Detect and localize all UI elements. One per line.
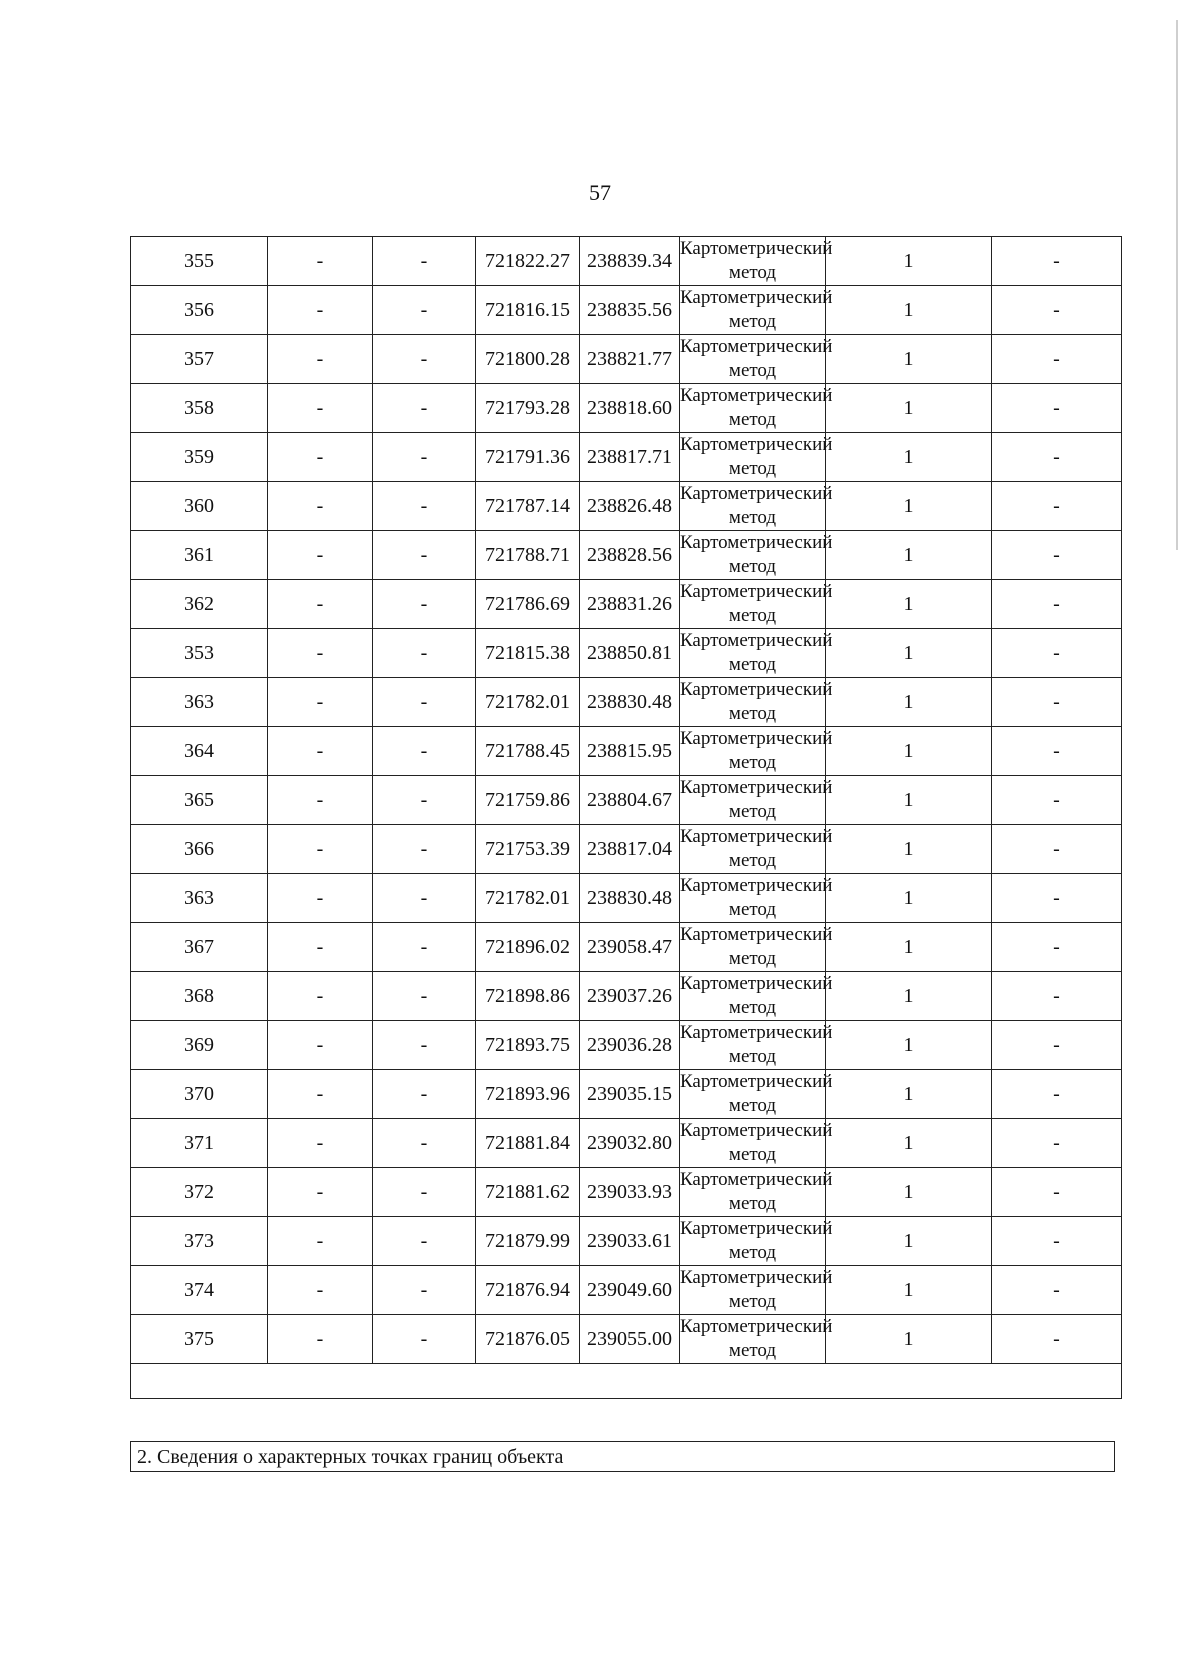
y-coordinate-cell: 238831.26 [580,580,680,629]
scan-edge-line [1176,20,1178,550]
point-number-cell: 374 [131,1266,268,1315]
method-cell: Картометрический метод [680,1266,826,1315]
dash-cell: - [268,1021,373,1070]
precision-cell: 1 [826,335,992,384]
dash-cell: - [992,335,1122,384]
point-number-cell: 371 [131,1119,268,1168]
dash-cell: - [268,923,373,972]
dash-cell: - [992,727,1122,776]
precision-cell: 1 [826,678,992,727]
point-number-cell: 360 [131,482,268,531]
table-row [131,335,1122,384]
dash-cell: - [373,1119,476,1168]
x-coordinate-cell: 721800.28 [476,335,580,384]
x-coordinate-cell: 721893.96 [476,1070,580,1119]
x-coordinate-cell: 721876.94 [476,1266,580,1315]
table-row [131,972,1122,1021]
precision-cell: 1 [826,1119,992,1168]
y-coordinate-cell: 238828.56 [580,531,680,580]
precision-cell: 1 [826,531,992,580]
dash-cell: - [373,531,476,580]
dash-cell: - [268,825,373,874]
dash-cell: - [992,1168,1122,1217]
method-cell: Картометрический метод [680,1168,826,1217]
dash-cell: - [992,972,1122,1021]
dash-cell: - [268,286,373,335]
x-coordinate-cell: 721786.69 [476,580,580,629]
dash-cell: - [268,482,373,531]
point-number-cell: 358 [131,384,268,433]
method-cell: Картометрический метод [680,237,826,286]
dash-cell: - [268,1070,373,1119]
precision-cell: 1 [826,237,992,286]
precision-cell: 1 [826,874,992,923]
section-heading: 2. Сведения о характерных точках границ объекта [130,1441,1115,1472]
table-row [131,1217,1122,1266]
dash-cell: - [373,1315,476,1364]
precision-cell: 1 [826,1021,992,1070]
x-coordinate-cell: 721815.38 [476,629,580,678]
x-coordinate-cell: 721782.01 [476,678,580,727]
precision-cell: 1 [826,1070,992,1119]
table-row [131,1070,1122,1119]
dash-cell: - [992,1021,1122,1070]
table-row [131,1315,1122,1364]
method-cell: Картометрический метод [680,286,826,335]
table-row [131,482,1122,531]
dash-cell: - [992,629,1122,678]
table-row [131,776,1122,825]
dash-cell: - [992,531,1122,580]
precision-cell: 1 [826,1315,992,1364]
y-coordinate-cell: 238818.60 [580,384,680,433]
dash-cell: - [268,678,373,727]
y-coordinate-cell: 239037.26 [580,972,680,1021]
x-coordinate-cell: 721881.62 [476,1168,580,1217]
dash-cell: - [373,237,476,286]
dash-cell: - [268,433,373,482]
dash-cell: - [992,678,1122,727]
point-number-cell: 369 [131,1021,268,1070]
dash-cell: - [992,384,1122,433]
method-cell: Картометрический метод [680,825,826,874]
dash-cell: - [373,580,476,629]
table-row [131,286,1122,335]
y-coordinate-cell: 239058.47 [580,923,680,972]
empty-cell [131,1364,1122,1399]
dash-cell: - [268,1217,373,1266]
table-row [131,1168,1122,1217]
dash-cell: - [992,237,1122,286]
dash-cell: - [373,1021,476,1070]
dash-cell: - [268,531,373,580]
precision-cell: 1 [826,776,992,825]
table-row [131,727,1122,776]
x-coordinate-cell: 721822.27 [476,237,580,286]
precision-cell: 1 [826,1266,992,1315]
y-coordinate-cell: 239055.00 [580,1315,680,1364]
dash-cell: - [268,1168,373,1217]
x-coordinate-cell: 721788.45 [476,727,580,776]
dash-cell: - [268,237,373,286]
table-row [131,580,1122,629]
x-coordinate-cell: 721876.05 [476,1315,580,1364]
dash-cell: - [268,629,373,678]
table-row [131,874,1122,923]
dash-cell: - [992,433,1122,482]
table-row [131,1021,1122,1070]
dash-cell: - [268,335,373,384]
method-cell: Картометрический метод [680,1315,826,1364]
point-number-cell: 368 [131,972,268,1021]
dash-cell: - [992,1119,1122,1168]
y-coordinate-cell: 238835.56 [580,286,680,335]
dash-cell: - [992,1070,1122,1119]
table-row [131,1266,1122,1315]
point-number-cell: 364 [131,727,268,776]
precision-cell: 1 [826,923,992,972]
coordinates-table [130,236,1122,1399]
dash-cell: - [373,629,476,678]
method-cell: Картометрический метод [680,1021,826,1070]
table-row [131,433,1122,482]
method-cell: Картометрический метод [680,678,826,727]
point-number-cell: 355 [131,237,268,286]
dash-cell: - [992,1315,1122,1364]
point-number-cell: 372 [131,1168,268,1217]
table-row [131,629,1122,678]
dash-cell: - [992,776,1122,825]
x-coordinate-cell: 721759.86 [476,776,580,825]
dash-cell: - [992,580,1122,629]
y-coordinate-cell: 238826.48 [580,482,680,531]
point-number-cell: 363 [131,874,268,923]
table-row [131,531,1122,580]
y-coordinate-cell: 239036.28 [580,1021,680,1070]
dash-cell: - [373,678,476,727]
method-cell: Картометрический метод [680,776,826,825]
dash-cell: - [268,972,373,1021]
dash-cell: - [268,384,373,433]
dash-cell: - [373,286,476,335]
dash-cell: - [268,1119,373,1168]
precision-cell: 1 [826,384,992,433]
dash-cell: - [268,580,373,629]
coordinates-table-body [131,237,1122,1399]
dash-cell: - [373,335,476,384]
precision-cell: 1 [826,1168,992,1217]
y-coordinate-cell: 239033.61 [580,1217,680,1266]
point-number-cell: 375 [131,1315,268,1364]
method-cell: Картометрический метод [680,1217,826,1266]
y-coordinate-cell: 239033.93 [580,1168,680,1217]
point-number-cell: 353 [131,629,268,678]
x-coordinate-cell: 721893.75 [476,1021,580,1070]
point-number-cell: 366 [131,825,268,874]
y-coordinate-cell: 238815.95 [580,727,680,776]
empty-row [131,1364,1122,1399]
method-cell: Картометрический метод [680,482,826,531]
dash-cell: - [268,1266,373,1315]
dash-cell: - [268,776,373,825]
method-cell: Картометрический метод [680,531,826,580]
method-cell: Картометрический метод [680,433,826,482]
dash-cell: - [992,286,1122,335]
table-row [131,1119,1122,1168]
x-coordinate-cell: 721791.36 [476,433,580,482]
y-coordinate-cell: 239049.60 [580,1266,680,1315]
y-coordinate-cell: 239032.80 [580,1119,680,1168]
dash-cell: - [992,923,1122,972]
dash-cell: - [373,776,476,825]
x-coordinate-cell: 721782.01 [476,874,580,923]
x-coordinate-cell: 721787.14 [476,482,580,531]
precision-cell: 1 [826,727,992,776]
dash-cell: - [373,482,476,531]
y-coordinate-cell: 238821.77 [580,335,680,384]
precision-cell: 1 [826,433,992,482]
precision-cell: 1 [826,972,992,1021]
dash-cell: - [373,923,476,972]
dash-cell: - [373,1070,476,1119]
method-cell: Картометрический метод [680,923,826,972]
dash-cell: - [992,482,1122,531]
dash-cell: - [373,433,476,482]
point-number-cell: 365 [131,776,268,825]
precision-cell: 1 [826,1217,992,1266]
y-coordinate-cell: 238830.48 [580,678,680,727]
precision-cell: 1 [826,286,992,335]
dash-cell: - [373,727,476,776]
dash-cell: - [992,1266,1122,1315]
y-coordinate-cell: 238804.67 [580,776,680,825]
dash-cell: - [268,874,373,923]
point-number-cell: 373 [131,1217,268,1266]
y-coordinate-cell: 238850.81 [580,629,680,678]
precision-cell: 1 [826,629,992,678]
dash-cell: - [373,384,476,433]
table-row [131,825,1122,874]
table-row [131,384,1122,433]
y-coordinate-cell: 238830.48 [580,874,680,923]
dash-cell: - [992,874,1122,923]
point-number-cell: 363 [131,678,268,727]
dash-cell: - [992,1217,1122,1266]
method-cell: Картометрический метод [680,727,826,776]
x-coordinate-cell: 721896.02 [476,923,580,972]
method-cell: Картометрический метод [680,335,826,384]
dash-cell: - [373,1168,476,1217]
dash-cell: - [268,1315,373,1364]
point-number-cell: 356 [131,286,268,335]
point-number-cell: 362 [131,580,268,629]
y-coordinate-cell: 239035.15 [580,1070,680,1119]
method-cell: Картометрический метод [680,1119,826,1168]
dash-cell: - [373,972,476,1021]
method-cell: Картометрический метод [680,384,826,433]
table-row [131,237,1122,286]
x-coordinate-cell: 721879.99 [476,1217,580,1266]
x-coordinate-cell: 721753.39 [476,825,580,874]
y-coordinate-cell: 238817.71 [580,433,680,482]
page-number: 57 [589,180,611,205]
x-coordinate-cell: 721898.86 [476,972,580,1021]
point-number-cell: 370 [131,1070,268,1119]
y-coordinate-cell: 238839.34 [580,237,680,286]
point-number-cell: 357 [131,335,268,384]
method-cell: Картометрический метод [680,972,826,1021]
x-coordinate-cell: 721816.15 [476,286,580,335]
dash-cell: - [268,727,373,776]
method-cell: Картометрический метод [680,1070,826,1119]
point-number-cell: 367 [131,923,268,972]
dash-cell: - [992,825,1122,874]
table-row [131,923,1122,972]
y-coordinate-cell: 238817.04 [580,825,680,874]
precision-cell: 1 [826,825,992,874]
precision-cell: 1 [826,482,992,531]
point-number-cell: 361 [131,531,268,580]
dash-cell: - [373,1266,476,1315]
dash-cell: - [373,825,476,874]
x-coordinate-cell: 721793.28 [476,384,580,433]
point-number-cell: 359 [131,433,268,482]
x-coordinate-cell: 721788.71 [476,531,580,580]
dash-cell: - [373,1217,476,1266]
dash-cell: - [373,874,476,923]
table-row [131,678,1122,727]
x-coordinate-cell: 721881.84 [476,1119,580,1168]
method-cell: Картометрический метод [680,629,826,678]
method-cell: Картометрический метод [680,580,826,629]
method-cell: Картометрический метод [680,874,826,923]
precision-cell: 1 [826,580,992,629]
